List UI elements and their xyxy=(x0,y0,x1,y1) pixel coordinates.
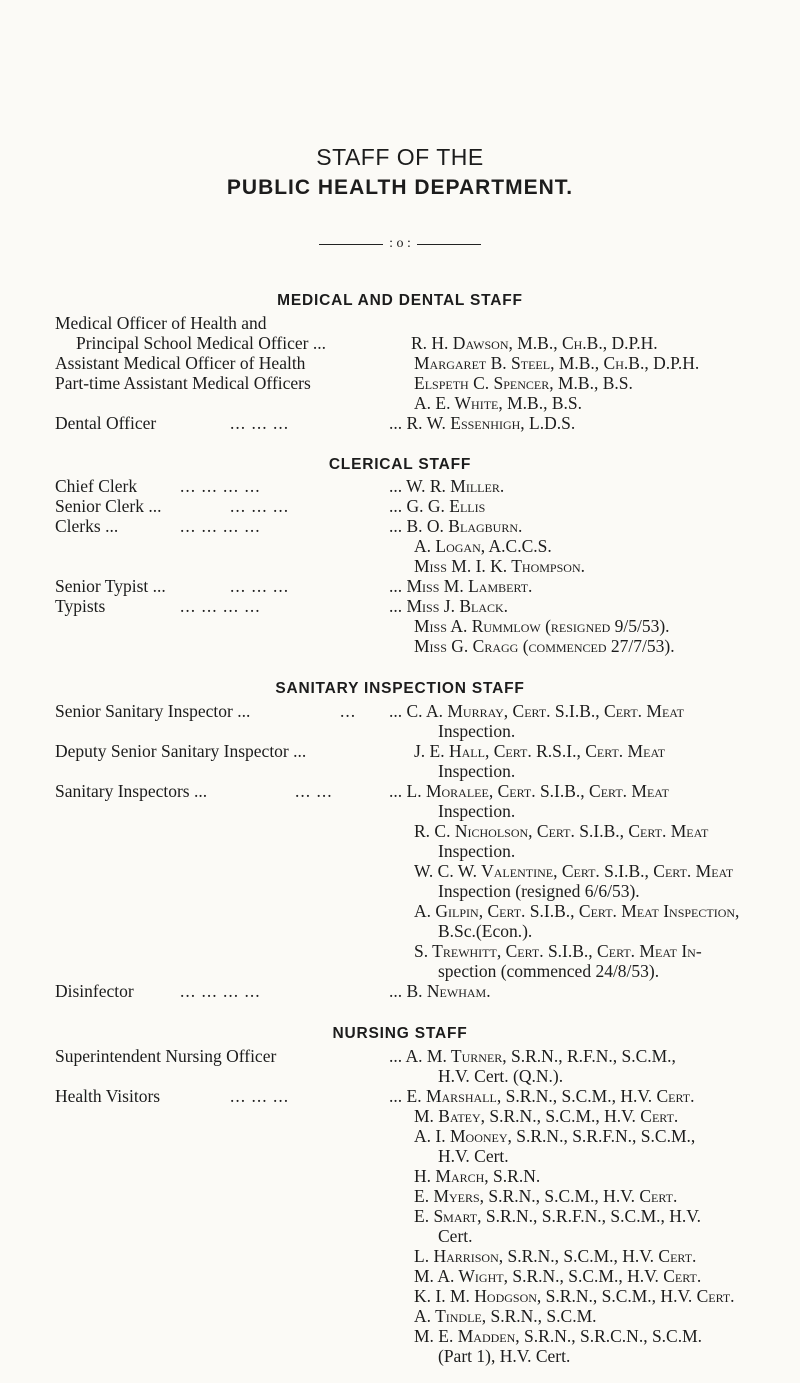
value-deputy-inspector-1: J. E. Hall, Cert. R.S.I., Cert. Meat xyxy=(414,741,666,761)
value-parttime-2: A. E. White, M.B., B.S. xyxy=(414,393,582,413)
medical-heading: MEDICAL AND DENTAL STAFF xyxy=(277,292,523,309)
value-inspector-3b: Inspection (resigned 6/6/53). xyxy=(438,881,640,901)
value-hv-11b: (Part 1), H.V. Cert. xyxy=(438,1346,571,1366)
value-hv-10: A. Tindle, S.R.N., S.C.M. xyxy=(414,1306,597,1326)
label-amoh: Assistant Medical Officer of Health xyxy=(55,353,306,373)
dots-senior-typist: ... ... ... xyxy=(230,576,290,596)
value-hv-2: M. Batey, S.R.N., S.C.M., H.V. Cert. xyxy=(414,1106,679,1126)
dots-disinfector: ... ... ... ... xyxy=(180,981,261,1001)
value-disinfector: ... B. Newham. xyxy=(389,981,491,1001)
clerical-heading: CLERICAL STAFF xyxy=(328,456,472,473)
value-hv-7: L. Harrison, S.R.N., S.C.M., H.V. Cert. xyxy=(414,1246,697,1266)
label-disinfector: Disinfector xyxy=(55,981,134,1001)
label-senior-inspector: Senior Sanitary Inspector ... xyxy=(55,701,251,721)
dots-typists: ... ... ... ... xyxy=(180,596,261,616)
dots-senior-inspector: ... xyxy=(340,701,357,721)
value-hv-6a: E. Smart, S.R.N., S.R.F.N., S.C.M., H.V. xyxy=(414,1206,702,1226)
nursing-heading: NURSING STAFF xyxy=(332,1025,468,1042)
label-dental: Dental Officer xyxy=(55,413,157,433)
sanitary-heading: SANITARY INSPECTION STAFF xyxy=(275,680,525,697)
dots-dental: ... ... ... xyxy=(230,413,290,433)
label-health-visitors: Health Visitors xyxy=(55,1086,161,1106)
value-hv-6b: Cert. xyxy=(438,1226,473,1246)
value-inspector-3a: W. C. W. Valentine, Cert. S.I.B., Cert. Meat xyxy=(414,861,734,881)
dots-health-visitors: ... ... ... xyxy=(230,1086,290,1106)
label-superintendent: Superintendent Nursing Officer xyxy=(55,1046,277,1066)
value-hv-1: ... E. Marshall, S.R.N., S.C.M., H.V. Cert. xyxy=(389,1086,695,1106)
dots-sanitary-inspectors: ... ... xyxy=(295,781,333,801)
value-parttime-1: Elspeth C. Spencer, M.B., B.S. xyxy=(414,373,633,393)
value-inspector-5a: S. Trewhitt, Cert. S.I.B., Cert. Meat In- xyxy=(414,941,702,961)
page-title-line2: PUBLIC HEALTH DEPARTMENT. xyxy=(226,176,574,199)
label-clerks: Clerks ... xyxy=(55,516,119,536)
value-inspector-1a: ... L. Moralee, Cert. S.I.B., Cert. Meat xyxy=(389,781,669,801)
value-chief-clerk: ... W. R. Miller. xyxy=(389,476,505,496)
value-hv-11a: M. E. Madden, S.R.N., S.R.C.N., S.C.M. xyxy=(414,1326,703,1346)
title-divider xyxy=(0,236,800,252)
value-hv-4: H. March, S.R.N. xyxy=(414,1166,541,1186)
label-chief-clerk: Chief Clerk xyxy=(55,476,138,496)
value-typists-3: Miss G. Cragg (commenced 27/7/53). xyxy=(414,636,675,656)
value-deputy-inspector-2: Inspection. xyxy=(438,761,516,781)
label-deputy-inspector: Deputy Senior Sanitary Inspector ... xyxy=(55,741,307,761)
label-sanitary-inspectors: Sanitary Inspectors ... xyxy=(55,781,208,801)
value-superintendent-2: H.V. Cert. (Q.N.). xyxy=(438,1066,564,1086)
label-senior-typist: Senior Typist ... xyxy=(55,576,166,596)
value-inspector-4a: A. Gilpin, Cert. S.I.B., Cert. Meat Inspection, xyxy=(414,901,740,921)
label-typists: Typists xyxy=(55,596,106,616)
value-hv-9: K. I. M. Hodgson, S.R.N., S.C.M., H.V. Cert. xyxy=(414,1286,735,1306)
dots-clerks: ... ... ... ... xyxy=(180,516,261,536)
divider-rule-left xyxy=(319,244,383,245)
value-senior-inspector-2: Inspection. xyxy=(438,721,516,741)
value-moh: R. H. Dawson, M.B., Ch.B., D.P.H. xyxy=(411,333,658,353)
value-typists-1: ... Miss J. Black. xyxy=(389,596,509,616)
value-hv-3b: H.V. Cert. xyxy=(438,1146,509,1166)
divider-rule-right xyxy=(417,244,481,245)
divider-mark: : o : xyxy=(389,236,411,251)
value-senior-clerk: ... G. G. Ellis xyxy=(389,496,486,516)
value-hv-5: E. Myers, S.R.N., S.C.M., H.V. Cert. xyxy=(414,1186,678,1206)
dots-chief-clerk: ... ... ... ... xyxy=(180,476,261,496)
value-senior-inspector-1: ... C. A. Murray, Cert. S.I.B., Cert. Meat xyxy=(389,701,684,721)
label-moh-line2: Principal School Medical Officer ... xyxy=(76,333,326,353)
value-hv-8: M. A. Wight, S.R.N., S.C.M., H.V. Cert. xyxy=(414,1266,702,1286)
dots-senior-clerk: ... ... ... xyxy=(230,496,290,516)
page-title-line1: STAFF OF THE xyxy=(316,144,484,170)
value-clerks-1: ... B. O. Blagburn. xyxy=(389,516,523,536)
value-inspector-5b: spection (commenced 24/8/53). xyxy=(438,961,660,981)
value-typists-2: Miss A. Rummlow (resigned 9/5/53). xyxy=(414,616,670,636)
value-inspector-2b: Inspection. xyxy=(438,841,516,861)
label-moh-line1: Medical Officer of Health and xyxy=(55,313,267,333)
value-clerks-3: Miss M. I. K. Thompson. xyxy=(414,556,585,576)
value-superintendent-1: ... A. M. Turner, S.R.N., R.F.N., S.C.M., xyxy=(389,1046,676,1066)
value-hv-3a: A. I. Mooney, S.R.N., S.R.F.N., S.C.M., xyxy=(414,1126,696,1146)
value-amoh: Margaret B. Steel, M.B., Ch.B., D.P.H. xyxy=(414,353,700,373)
value-clerks-2: A. Logan, A.C.C.S. xyxy=(414,536,552,556)
label-parttime: Part-time Assistant Medical Officers xyxy=(55,373,311,393)
value-inspector-2a: R. C. Nicholson, Cert. S.I.B., Cert. Meat xyxy=(414,821,709,841)
label-senior-clerk: Senior Clerk ... xyxy=(55,496,162,516)
value-inspector-1b: Inspection. xyxy=(438,801,516,821)
value-inspector-4b: B.Sc.(Econ.). xyxy=(438,921,533,941)
value-dental: ... R. W. Essenhigh, L.D.S. xyxy=(389,413,576,433)
value-senior-typist: ... Miss M. Lambert. xyxy=(389,576,533,596)
